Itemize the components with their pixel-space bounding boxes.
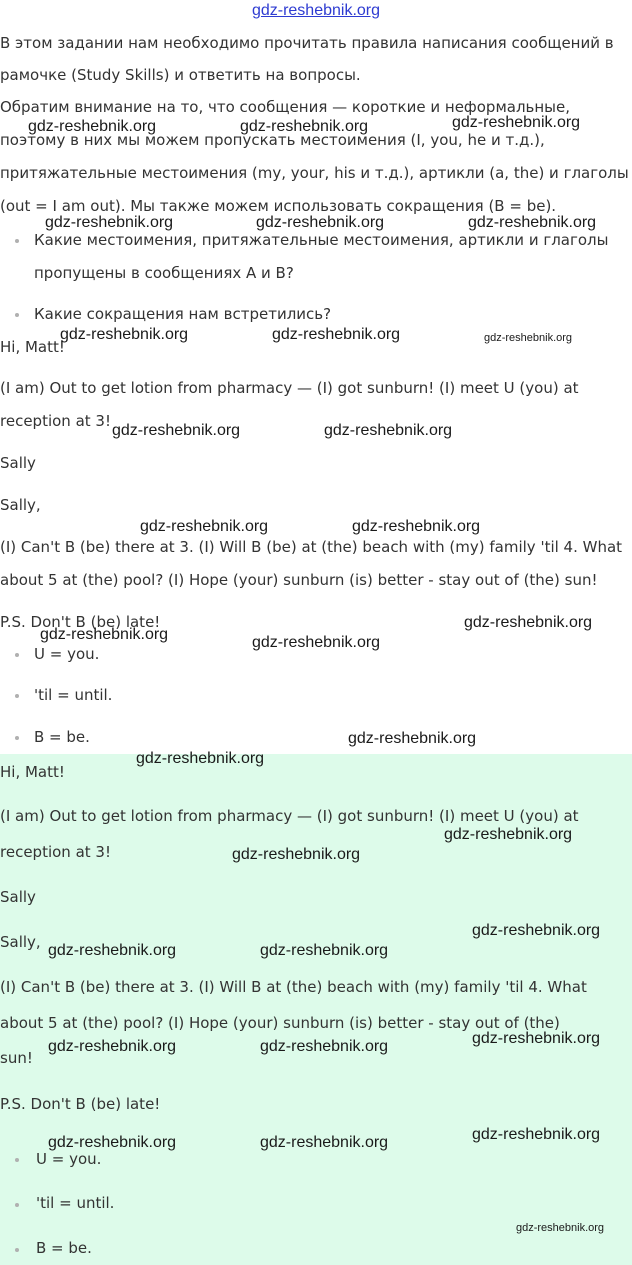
watermark: gdz-reshebnik.org bbox=[444, 826, 573, 843]
watermark: gdz-reshebnik.org bbox=[136, 750, 265, 767]
intro-text: (out = I am out). Мы также можем использовать сокращения (B = be). bbox=[0, 197, 557, 215]
abbreviation-item: 'til = until. bbox=[34, 686, 113, 704]
question-item: пропущены в сообщениях А и В? bbox=[34, 264, 294, 282]
watermark: gdz-reshebnik.org bbox=[484, 332, 573, 344]
bullet bbox=[15, 1203, 19, 1207]
watermark: gdz-reshebnik.org bbox=[472, 922, 601, 939]
watermark: gdz-reshebnik.org bbox=[452, 114, 581, 131]
watermark: gdz-reshebnik.org bbox=[324, 422, 453, 439]
watermark: gdz-reshebnik.org bbox=[260, 1134, 389, 1151]
watermark: gdz-reshebnik.org bbox=[60, 326, 189, 343]
question-item: Какие местоимения, притяжательные местоимения, артикли и глаголы bbox=[34, 231, 609, 249]
abbreviation-item: U = you. bbox=[34, 645, 100, 663]
answer-greeting: Sally, bbox=[0, 933, 41, 951]
answer-greeting: Hi, Matt! bbox=[0, 763, 65, 781]
watermark: gdz-reshebnik.org bbox=[48, 942, 177, 959]
watermark: gdz-reshebnik.org bbox=[240, 118, 369, 135]
watermark: gdz-reshebnik.org bbox=[28, 118, 157, 135]
message-b-text: (I) Can't B (be) there at 3. (I) Will B (be) at (the) beach with (my) family 'til 4. What bbox=[0, 538, 623, 556]
bullet bbox=[15, 1158, 19, 1162]
watermark: gdz-reshebnik.org bbox=[48, 1038, 177, 1055]
watermark: gdz-reshebnik.org bbox=[40, 626, 169, 643]
message-a-text: (I am) Out to get lotion from pharmacy — (I) got sunburn! (I) meet U (you) at bbox=[0, 379, 579, 397]
bullet bbox=[15, 694, 19, 698]
watermark: gdz-reshebnik.org bbox=[256, 214, 385, 231]
message-ps: P.S. Don't B (be) late! bbox=[0, 613, 161, 631]
watermark: gdz-reshebnik.org bbox=[348, 730, 477, 747]
message-greeting: Hi, Matt! bbox=[0, 338, 65, 356]
watermark: gdz-reshebnik.org bbox=[140, 518, 269, 535]
message-greeting: Sally, bbox=[0, 496, 41, 514]
watermark: gdz-reshebnik.org bbox=[112, 422, 241, 439]
message-signature: Sally bbox=[0, 454, 36, 472]
watermark: gdz-reshebnik.org bbox=[468, 214, 597, 231]
bullet bbox=[15, 313, 19, 317]
watermark: gdz-reshebnik.org bbox=[472, 1030, 601, 1047]
answer-signature: Sally bbox=[0, 888, 36, 906]
answer-abbreviation-item: 'til = until. bbox=[36, 1194, 115, 1212]
watermark: gdz-reshebnik.org bbox=[272, 326, 401, 343]
bullet bbox=[15, 736, 19, 740]
bullet bbox=[15, 1248, 19, 1252]
watermark: gdz-reshebnik.org bbox=[45, 214, 174, 231]
answer-message-a-text: reception at 3! bbox=[0, 843, 111, 861]
answer-message-b-text: sun! bbox=[0, 1049, 33, 1067]
watermark: gdz-reshebnik.org bbox=[516, 1222, 605, 1234]
bullet bbox=[15, 653, 19, 657]
answer-message-a-text: (I am) Out to get lotion from pharmacy — (I) got sunburn! (I) meet U (you) at bbox=[0, 807, 579, 825]
bullet bbox=[15, 239, 19, 243]
watermark: gdz-reshebnik.org bbox=[232, 846, 361, 863]
watermark: gdz-reshebnik.org bbox=[352, 518, 481, 535]
watermark: gdz-reshebnik.org bbox=[48, 1134, 177, 1151]
question-item: Какие сокращения нам встретились? bbox=[34, 305, 332, 323]
answer-abbreviation-item: U = you. bbox=[36, 1150, 102, 1168]
watermark: gdz-reshebnik.org bbox=[464, 614, 593, 631]
abbreviation-item: B = be. bbox=[34, 728, 90, 746]
message-b-text: about 5 at (the) pool? (I) Hope (your) sunburn (is) better - stay out of (the) sun! bbox=[0, 571, 598, 589]
watermark: gdz-reshebnik.org bbox=[260, 1038, 389, 1055]
watermark: gdz-reshebnik.org bbox=[260, 942, 389, 959]
watermark: gdz-reshebnik.org bbox=[252, 634, 381, 651]
watermark: gdz-reshebnik.org bbox=[472, 1126, 601, 1143]
intro-text: Обратим внимание на то, что сообщения — короткие и неформальные, bbox=[0, 98, 571, 116]
intro-text: притяжательные местоимения (my, your, his и т.д.), артикли (a, the) и глаголы bbox=[0, 164, 629, 182]
intro-text: поэтому в них мы можем пропускать местоимения (I, you, he и т.д.), bbox=[0, 131, 545, 149]
answer-abbreviation-item: B = be. bbox=[36, 1239, 92, 1257]
message-a-text: reception at 3! bbox=[0, 412, 111, 430]
answer-ps: P.S. Don't B (be) late! bbox=[0, 1095, 161, 1113]
intro-text: В этом задании нам необходимо прочитать правила написания сообщений в bbox=[0, 34, 614, 52]
answer-message-b-text: about 5 at (the) pool? (I) Hope (your) sunburn (is) better - stay out of (the) bbox=[0, 1014, 560, 1032]
site-header-link[interactable]: gdz-reshebnik.org bbox=[251, 2, 381, 19]
intro-text: рамочке (Study Skills) и ответить на вопросы. bbox=[0, 66, 361, 84]
answer-message-b-text: (I) Can't B (be) there at 3. (I) Will B at (the) beach with (my) family 'til 4. What bbox=[0, 978, 587, 996]
